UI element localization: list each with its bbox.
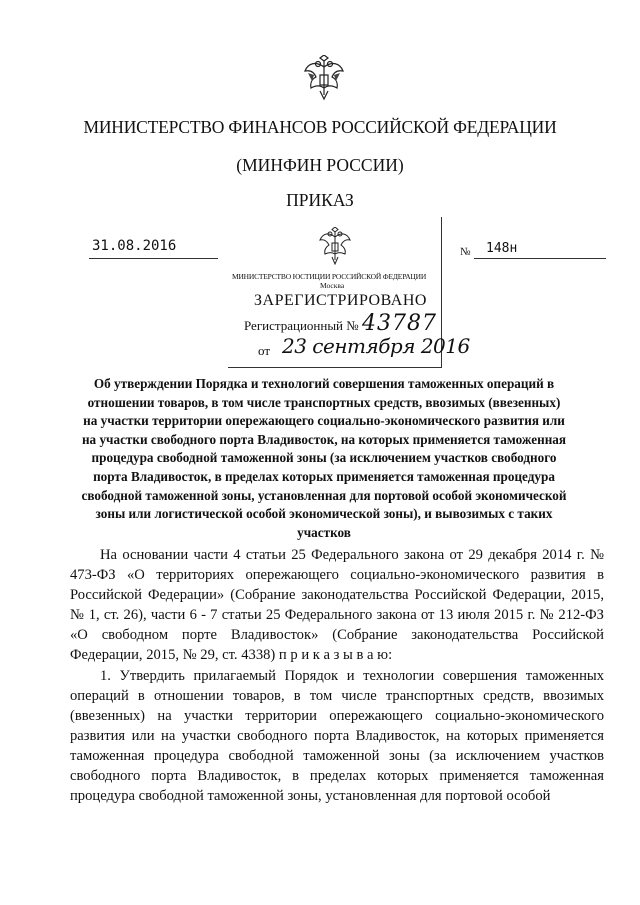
stamp-registration-number: 43787 — [362, 311, 437, 336]
order-number: 148н — [486, 241, 518, 256]
number-underline — [474, 258, 606, 259]
paragraph-item-1: 1. Утвердить прилагаемый Порядок и технологии совершения таможенных операций в отношении товаров, в том числе транспортных средств, ввозимых (ввезенных) на участки территории опережающего социально-экономического развития или на участки свободного порта Владивосток, на которых применяется таможенная процедура свободной таможенной зоны (за исключением участков свободного порта Владивосток, в пределах которых применяется таможенная процедура свободной таможенной зоны, установленная для портовой особой — [70, 667, 604, 805]
number-sign: № — [460, 246, 471, 258]
document-type: ПРИКАЗ — [286, 190, 354, 210]
stamp-ministry: МИНИСТЕРСТВО ЮСТИЦИИ РОССИЙСКОЙ ФЕДЕРАЦИИ — [232, 272, 427, 281]
stamp-date-prefix: от — [258, 343, 271, 358]
stamp-handwritten-date: 23 сентября 2016 — [282, 334, 470, 358]
double-headed-eagle-icon — [302, 55, 346, 101]
ministry-short-name: (МИНФИН РОССИИ) — [236, 155, 404, 175]
order-date: 31.08.2016 — [92, 238, 177, 254]
double-headed-eagle-icon — [318, 227, 352, 265]
stamp-city: Москва — [320, 281, 345, 290]
stamp-registration-label: Регистрационный № — [244, 318, 359, 333]
paragraph-basis: На основании части 4 статьи 25 Федерального закона от 29 декабря 2014 г. № 473-ФЗ «О территориях опережающего социально-экономического развития в Российской Федерации» (Собрание законодательства Российской Федерации, 2015, № 1, ст. 26), части 6 - 7 статьи 25 Федерального закона от 13 июля 2015 г. № 212-ФЗ «О свободном порте Владивосток» (Собрание законодательства Российской Федерации, 2015, № 29, ст. 4338) п р и к а з ы в а ю: — [70, 547, 604, 664]
order-title: Об утверждении Порядка и технологий совершения таможенных операций в отношении товаров, в том числе транспортных средств, ввозимых (ввезенных) на участки территории опережающего социально-экономического развития или на участки свободного порта Владивосток, на которых применяется таможенная процедура свободной таможенной зоны (за исключением участков свободного порта Владивосток, в пределах которых применяется таможенная процедура свободной таможенной зоны, установленная для портовой особой экономической зоны или логистической особой экономической зоны), и вывозимых с таких участков — [81, 376, 567, 540]
order-body — [70, 545, 604, 806]
ministry-name: МИНИСТЕРСТВО ФИНАНСОВ РОССИЙСКОЙ ФЕДЕРАЦИИ — [83, 117, 557, 137]
stamp-registered: ЗАРЕГИСТРИРОВАНО — [254, 292, 427, 309]
date-underline — [89, 258, 218, 259]
registration-stamp — [228, 217, 470, 368]
